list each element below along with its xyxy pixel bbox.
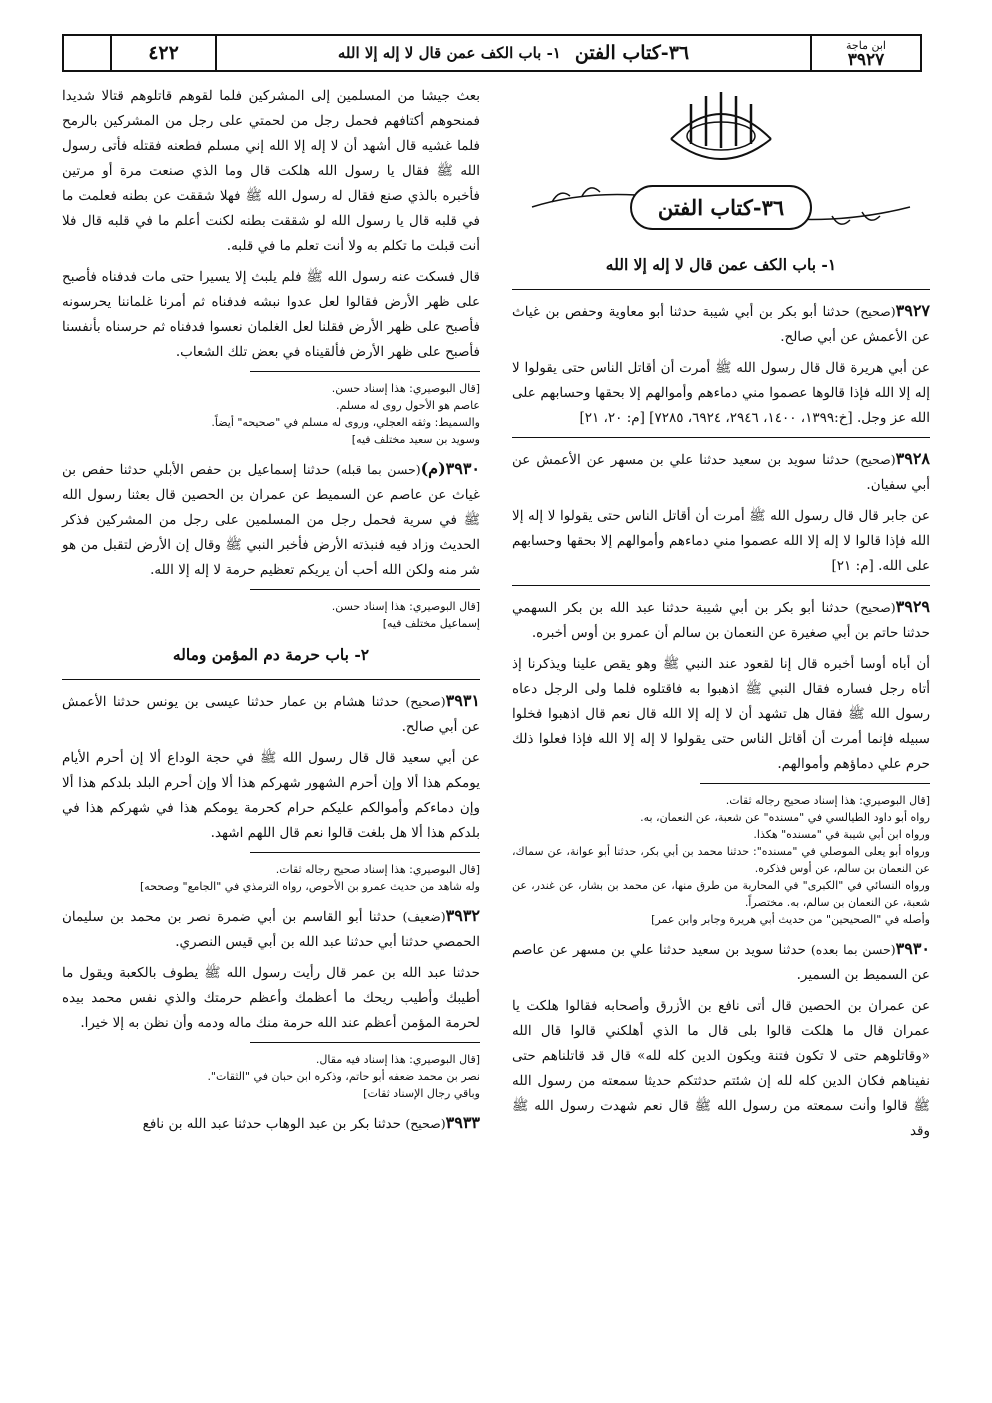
footnote-divider bbox=[250, 589, 480, 590]
basmala-calligraphy-emblem bbox=[512, 84, 930, 164]
hadith-text: عن أبي سعيد قال قال رسول الله ﷺ في حجة الوداع ألا إن أحرم الأيام يومكم هذا ألا وإن أحرم الشهور شهركم هذا ألا وإن أحرم البلد بلدكم هذا ألا وإن دماءكم وأموالكم عليكم حرام كحرمة يومكم هذا في شهركم هذا في بلدكم هذا ألا هل بلغت قالوا نعم قال اللهم اشهد. bbox=[62, 750, 480, 841]
hadith-text: حدثنا عبد الله بن عمر قال رأيت رسول الله ﷺ يطوف بالكعبة ويقول ما أطيبك وأطيب ريحك ما أعظمك وأعظم حرمتك والذي نفس محمد بيده لحرمة المؤمن أعظم عند الله حرمة منك ماله ودمه وأن نظن به إلا خيرا. bbox=[62, 965, 480, 1031]
chapter1-heading: ١- باب الكف عمن قال لا إله إلا الله bbox=[605, 255, 837, 274]
hadith-number: ٣٩٢٨ bbox=[895, 449, 930, 468]
footnote-line: [قال البوصيري: هذا إسناد حسن. bbox=[331, 382, 480, 395]
footnote-line: ورواه النسائي في "الكبرى" في المحاربة من طرق منها، عن محمد بن بشار، عن غندر، عن شعبة، عن النعمان بن سالم، به. مختصراً. bbox=[512, 879, 930, 909]
reference-label: ابن ماجة bbox=[846, 39, 886, 52]
hadith-isnad: حدثنا أبو بكر بن أبي شيبة حدثنا عبد الله بن بكر السهمي حدثنا حاتم بن أبي صغيرة عن النعمان بن سالم أن عمرو بن أوس أخبره. bbox=[512, 600, 930, 641]
divider bbox=[512, 437, 930, 438]
footnote-3931 bbox=[62, 861, 480, 895]
hadith-continuation: قال فسكت عنه رسول الله ﷺ فلم يلبث إلا يسيرا حتى مات فدفناه فأصبح على ظهر الأرض فقالوا لعل عدوا نبشه فدفناه ثم أمرنا غلماننا يحرسونه فأصبح على ظهر الأرض فقلنا لعل الغلمان نعسوا فدفناه ثم حرسناه بأنفسنا فأصبح على ظهر الأرض فألقيناه في بعض تلك الشعاب. bbox=[62, 269, 480, 360]
divider bbox=[512, 585, 930, 586]
hadith-grade: (حسن بما بعده) bbox=[810, 942, 896, 957]
footnote-3930 bbox=[62, 380, 480, 448]
hadith-isnad: حدثنا هشام بن عمار حدثنا عيسى بن يونس حدثنا الأعمش عن أبي صالح. bbox=[62, 694, 480, 735]
hadith-isnad: حدثنا أبو القاسم بن أبي ضمرة نصر بن محمد بن سليمان الحمصي حدثنا أبي حدثنا عبد الله بن أبي قيس النصري. bbox=[62, 909, 480, 950]
chapter-title: ١- باب الكف عمن قال لا إله إلا الله bbox=[337, 44, 561, 62]
footnote-line: وله شاهد من حديث عمرو بن الأحوص، رواه الترمذي في "الجامع" وصححه] bbox=[140, 880, 480, 893]
divider bbox=[512, 289, 930, 290]
footnote-line: [قال البوصيري: هذا إسناد حسن. bbox=[331, 600, 480, 613]
page-header bbox=[62, 34, 922, 72]
hadith-3930 bbox=[512, 936, 930, 988]
hadith-3929 bbox=[512, 594, 930, 646]
footnote-line: وباقي رجال الإسناد ثقات] bbox=[363, 1087, 480, 1100]
hadith-3927 bbox=[512, 298, 930, 350]
footnote-line: [قال البوصيري: هذا إسناد صحيح رجاله ثقات. bbox=[725, 794, 930, 807]
hadith-text: عن جابر قال قال رسول الله ﷺ أمرت أن أقاتل الناس حتى يقولوا لا إله إلا الله فإذا قالوا لا إله إلا الله عصموا مني دماءهم وأموالهم إلا بحقها وحسابهم على الله. [م: ٢١] bbox=[512, 508, 930, 574]
left-column bbox=[62, 84, 480, 1143]
hadith-grade: (صحيح) bbox=[855, 452, 896, 467]
footnote-line: وسويد بن سعيد مختلف فيه] bbox=[351, 433, 480, 446]
hadith-number: ٣٩٣١ bbox=[445, 691, 480, 710]
hadith-grade: (ضعيف) bbox=[402, 909, 446, 924]
reference-number: ٣٩٢٧ bbox=[847, 50, 885, 70]
hadith-grade: (صحيح) bbox=[855, 304, 896, 319]
book-banner bbox=[512, 172, 930, 242]
hadith-grade: (صحيح) bbox=[855, 600, 896, 615]
hadith-number: ٣٩٢٩ bbox=[895, 597, 930, 616]
book-banner-title: ٣٦-كتاب الفتن bbox=[630, 185, 812, 230]
footnote-divider bbox=[250, 1042, 480, 1043]
hadith-number: ٣٩٣٣ bbox=[445, 1113, 480, 1132]
footnote-line: عاصم هو الأحول روى له مسلم. bbox=[336, 399, 480, 412]
hadith-3931 bbox=[62, 688, 480, 740]
chapter2-heading: ٢- باب حرمة دم المؤمن وماله bbox=[172, 645, 370, 664]
right-column bbox=[512, 84, 930, 1150]
hadith-grade: (حسن بما قبله) bbox=[336, 462, 421, 477]
hadith-3928 bbox=[512, 446, 930, 498]
hadith-number: ٣٩٣٠ bbox=[895, 939, 930, 958]
hadith-text: عن عمران بن الحصين قال أتى نافع بن الأزرق وأصحابه فقالوا هلكت يا عمران قال ما هلكت قالوا بلى قال ما الذي أهلكني قالوا قال الله «وقاتلوهم حتى لا تكون فتنة ويكون الدين كله لله» قال قد قاتلناهم حتى نفيناهم فكان الدين كله لله إن شئتم حدثتكم حديثا سمعته من رسول الله ﷺ قالوا وأنت سمعته من رسول الله ﷺ قال نعم شهدت رسول الله ﷺ وقد bbox=[512, 998, 930, 1139]
footnote-line: ورواه أبو يعلى الموصلي في "مسنده": حدثنا محمد بن أبي بكر، حدثنا أبو عوانة، عن سماك، عن النعمان بن سالم، عن أوس فذكره. bbox=[512, 845, 930, 875]
footnote-3929 bbox=[512, 792, 930, 928]
footnote-line: ورواه ابن أبي شيبة في "مسنده" هكذا. bbox=[753, 828, 930, 841]
footnote-divider bbox=[250, 852, 480, 853]
hadith-isnad: حدثنا سويد بن سعيد حدثنا علي بن مسهر عن الأعمش عن أبي سفيان. bbox=[512, 452, 930, 493]
page-number: ٤٢٢ bbox=[110, 36, 215, 70]
hadith-text: عن أبي هريرة قال قال رسول الله ﷺ أمرت أن أقاتل الناس حتى يقولوا لا إله إلا الله فإذا قالوها عصموا مني دماءهم وأموالهم إلا بحقها وحسابهم على الله عز وجل. [خ:١٣٩٩، ١٤٠٠، ٢٩٤٦، ٦٩٢٤، ٧٢٨٥] [م: ٢٠، ٢١] bbox=[512, 360, 930, 426]
hadith-number: ٣٩٢٧ bbox=[895, 301, 930, 320]
divider bbox=[62, 679, 480, 680]
footnote-divider bbox=[250, 371, 480, 372]
hadith-reference bbox=[810, 36, 920, 70]
hadith-grade: (صحيح) bbox=[405, 694, 446, 709]
hadith-isnad: حدثنا بكر بن عبد الوهاب حدثنا عبد الله بن نافع bbox=[142, 1116, 402, 1132]
hadith-isnad: حدثنا إسماعيل بن حفص الأبلي حدثنا حفص بن غياث عن عاصم عن السميط عن عمران بن الحصين قال بعثنا رسول الله ﷺ في سرية فحمل رجل من المسلمين على رجل من المشركين فذكر الحديث وزاد فيه فنبذته الأرض فأخبر النبي ﷺ وقال إن الأرض لتقبل من هو شر منه ولكن الله أحب أن يريكم تعظيم حرمة لا إله إلا الله. bbox=[62, 462, 480, 578]
footnote-divider bbox=[700, 783, 930, 784]
hadith-grade: (صحيح) bbox=[405, 1116, 446, 1131]
footnote-3930m bbox=[62, 598, 480, 632]
footnote-line: وأصله في "الصحيحين" من حديث أبي هريرة وجابر وابن عمر] bbox=[651, 913, 930, 926]
hadith-number: ٣٩٣٠(م) bbox=[420, 459, 481, 478]
hadith-text: أن أباه أوسا أخبره قال إنا لقعود عند النبي ﷺ وهو يقص علينا ويذكرنا إذ أتاه رجل فساره فقال النبي ﷺ اذهبوا به فاقتلوه فلما ولى الرجل دعاه رسول الله ﷺ فقال هل تشهد أن لا إله إلا الله قال نعم قال اذهبوا فخلوا سبيله فإنما أمرت أن أقاتل الناس حتى يقولوا لا إله إلا الله فإذا فعلوا ذلك حرم علي دماؤهم وأموالهم. bbox=[512, 656, 930, 772]
book-title: ٣٦-كتاب الفتن bbox=[574, 42, 690, 64]
hadith-isnad: حدثنا سويد بن سعيد حدثنا علي بن مسهر عن عاصم عن السميط بن السمير. bbox=[512, 942, 930, 983]
header-blank-cell bbox=[64, 36, 110, 70]
hadith-number: ٣٩٣٢ bbox=[445, 906, 481, 925]
footnote-line: نصر بن محمد ضعفه أبو حاتم، وذكره ابن حبان في "الثقات". bbox=[207, 1070, 480, 1083]
hadith-3932 bbox=[62, 903, 480, 955]
hadith-3933 bbox=[62, 1110, 480, 1137]
hadith-3930m bbox=[62, 456, 480, 583]
footnote-line: [قال البوصيري: هذا إسناد فيه مقال. bbox=[315, 1053, 480, 1066]
footnote-3932 bbox=[62, 1051, 480, 1102]
footnote-line: إسماعيل مختلف فيه] bbox=[382, 617, 480, 630]
footnote-line: [قال البوصيري: هذا إسناد صحيح رجاله ثقات. bbox=[275, 863, 480, 876]
running-title bbox=[215, 36, 810, 70]
hadith-continuation: بعث جيشا من المسلمين إلى المشركين فلما لقوهم قاتلوهم قتالا شديدا فمنحوهم أكتافهم فحمل رجل من لحمتي على رجل من المشركين بالرمح فلما غشيه قال أشهد أن لا إله إلا الله إني مسلم فطعنه فقتله فأتى رسول الله ﷺ فقال يا رسول الله هلكت قال وما الذي صنعت مرة أو مرتين فأخبره بالذي صنع فقال له رسول الله ﷺ فهلا شققت عن بطنه فعلمت ما في قلبه قال يا رسول الله لو شققت بطنه لكنت أعلم ما في قلبه قال فلا أنت قبلت ما تكلم به ولا أنت تعلم ما في قلبه. bbox=[62, 88, 480, 254]
hadith-isnad: حدثنا أبو بكر بن أبي شيبة حدثنا أبو معاوية وحفص بن غياث عن الأعمش عن أبي صالح. bbox=[512, 304, 930, 345]
footnote-line: والسميط: وثقه العجلي، وروى له مسلم في "صحيحه" أيضاً. bbox=[211, 416, 480, 429]
footnote-line: رواه أبو داود الطيالسي في "مسنده" عن شعبة، عن النعمان، به. bbox=[640, 811, 930, 824]
